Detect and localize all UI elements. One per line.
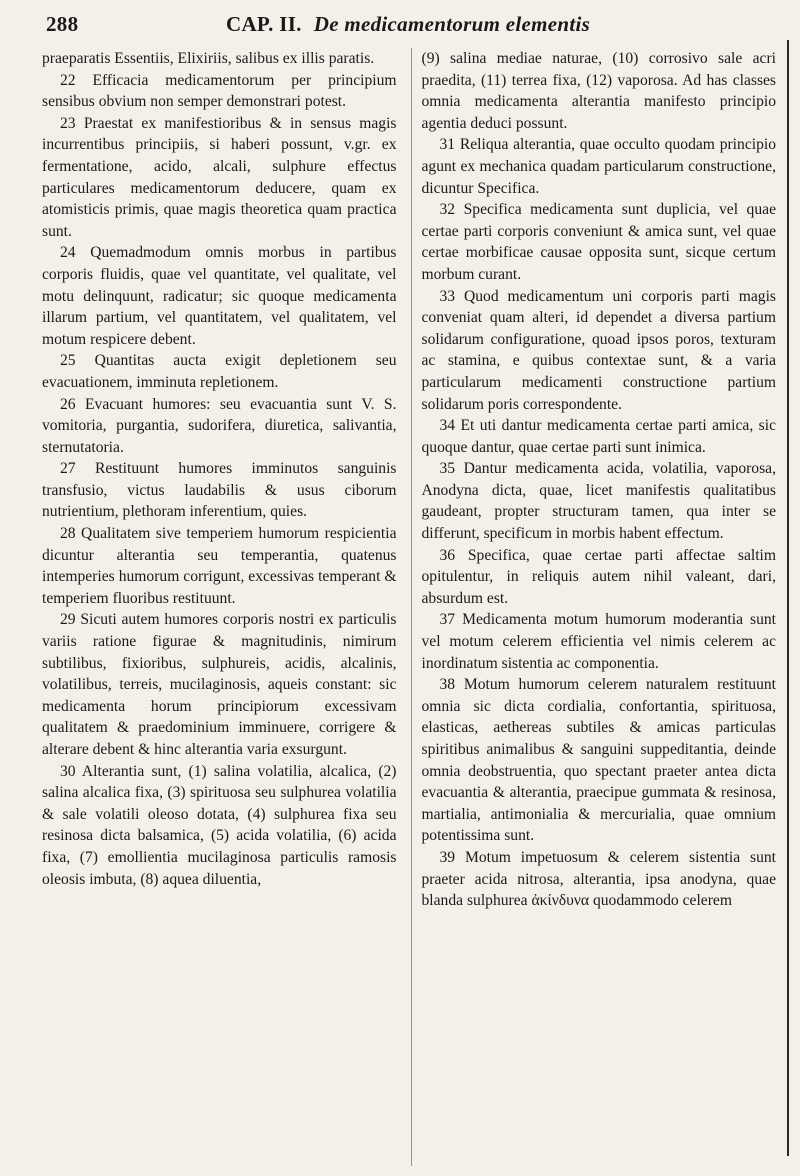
chapter-label: CAP. II. xyxy=(226,12,302,36)
paragraph-28: 28 Qualitatem sive temperiem humorum respicientia dicuntur alterantia seu temperantia, quatenus intemperies humorum corrigunt, excessivas temperant & temperiem fluoribus restituunt. xyxy=(42,525,397,607)
paragraph-22: 22 Efficacia medicamentorum per principium sensibus obvium non semper demonstrari potest. xyxy=(42,71,397,111)
paragraph-36: 36 Specifica, quae certae parti affectae saltim opitulentur, in reliquis autem nihil valeant, dari, absurdum est. xyxy=(421,546,776,607)
paragraph-27: 27 Restituunt humores imminutos sanguinis transfusio, victus laudabilis & usus ciborum nutrientium, plethoram inferentium, quies. xyxy=(42,460,397,521)
paragraph-30: 30 Alterantia sunt, (1) salina volatilia, alcalica, (2) salina alcalica fixa, (3) spirituosa seu sulphurea volatilia & sale volatili oleoso dotata, (4) sulphurea fixa seu resinosa dicta balsamica, (5) acida volatilia, (6) acida fixa, (7) emollientia mucilaginosa particulis ramosis oleosis imbuta, (8) aquea diluentia, xyxy=(42,762,397,888)
running-head xyxy=(42,12,776,48)
paragraph-31: 31 Reliqua alterantia, quae occulto quodam principio agunt ex mechanica quadam particularum constructione, dicuntur Specifica. xyxy=(421,136,776,197)
right-column xyxy=(411,48,777,1166)
paragraph-37: 37 Medicamenta motum humorum moderantia sunt vel motum celerem efficientia vel nimis celerem ac inordinatum sistentia ac componentia. xyxy=(421,611,776,672)
text-columns xyxy=(42,48,776,1166)
paragraph-38: 38 Motum humorum celerem naturalem restituunt omnia sic dicta cordialia, confortantia, spirituosa, elasticas, aethereas subtiles & amicas particulas spiritibus animalibus & sanguini suppeditantia, deinde omnia deobstruentia, quo spectant praeter antea dicta evacuantia & alterantia, praecipue gummata & resinosa, martialia, antimonialia & mercurialia, quae omnium potentissima sunt. xyxy=(421,676,776,845)
page-edge-shadow xyxy=(787,40,794,1156)
page-number: 288 xyxy=(46,12,79,36)
paragraph-24: 24 Quemadmodum omnis morbus in partibus corporis fluidis, quae vel quantitate, vel qualitate, vel motu delinquunt, radicatur; sic quoque medicamenta illarum partium, vel quantitatem, vel qualitatem, vel motum respicere debent. xyxy=(42,244,397,348)
running-title: De medicamentorum elementis xyxy=(313,12,591,36)
paragraph-26: 26 Evacuant humores: seu evacuantia sunt V. S. vomitoria, purgantia, sudorifera, diuretica, salivantia, sternutatoria. xyxy=(42,395,397,456)
paragraph-39: 39 Motum impetuosum & celerem sistentia sunt praeter acida nitrosa, alterantia, ipsa anodyna, quae blanda sulphurea ἀκίνδυνα quodammodo celerem xyxy=(421,848,776,910)
left-column xyxy=(42,48,397,1166)
paragraph-25: 25 Quantitas aucta exigit depletionem seu evacuationem, imminuta repletionem. xyxy=(42,352,397,391)
paragraph-29: 29 Sicuti autem humores corporis nostri ex particulis variis ratione figurae & magnitudinis, nimirum subtilibus, fixioribus, sulphureis, acidis, alcalinis, volatilibus, terreis, mucilaginosis, aqueis constant: sic medicamenta horum principiorum excessivam qualitatem & praedominium imminuere, corrigere & alterare debent & hinc alterantia varia exsurgunt. xyxy=(42,611,397,758)
paragraph-21-continued: praeparatis Essentiis, Elixiriis, salibus ex illis paratis. xyxy=(42,50,375,67)
paragraph-30-continued: (9) salina mediae naturae, (10) corrosivo sale acri praedita, (11) terrea fixa, (12) vaporosa. Ad has classes omnia medicamenta alterantia manifesto principio agentia deduci possunt. xyxy=(421,50,776,132)
paragraph-33: 33 Quod medicamentum uni corporis parti magis conveniat quam alteri, id dependet a diversa partium solidarum configuratione, quoad ipsos poros, texturam ac stamina, e quibus contextae sunt, & a varia particularum medicamenti constructione partium solidarum poris correspondente. xyxy=(421,287,776,413)
paragraph-23: 23 Praestat ex manifestioribus & in sensus magis incurrentibus principiis, si haberi possunt, v.gr. ex fermentatione, acido, alcali, sulphure effectus particulares medicamentorum deducere, quam ex atomisticis primis, quae magis theoretica quam practica sunt. xyxy=(42,114,397,240)
paragraph-32: 32 Specifica medicamenta sunt duplicia, vel quae certae parti corporis conveniunt & amica sunt, vel quae certae morbificae causae opposita sunt, sicque certum morbum curant. xyxy=(421,201,776,283)
paragraph-34: 34 Et uti dantur medicamenta certae parti amica, sic quoque dantur, quae certae parti sunt inimica. xyxy=(421,417,776,456)
paragraph-35: 35 Dantur medicamenta acida, volatilia, vaporosa, Anodyna dicta, quae, licet manifestis qualitatibus gaudeant, propter structuram tamen, qua inter se differunt, specificum in morbis habent effectum. xyxy=(421,460,776,543)
